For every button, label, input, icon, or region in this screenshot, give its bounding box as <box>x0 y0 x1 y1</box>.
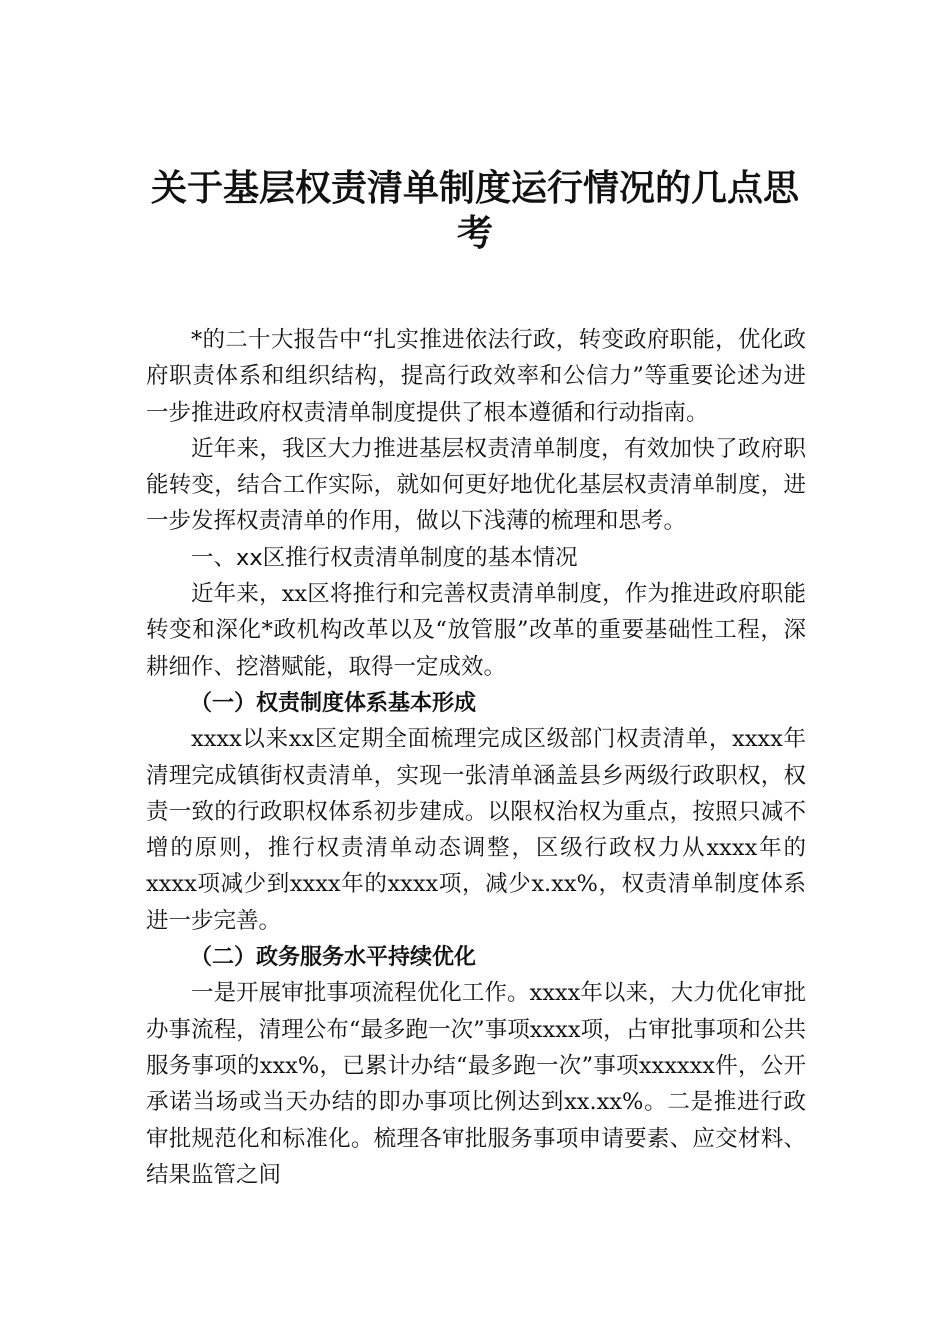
paragraph-intro: *的二十大报告中“扎实推进依法行政，转变政府职能，优化政府职责体系和组织结构，提高行政效率和公信力”等重要论述为进一步推进政府权责清单制度提供了根本遵循和行动指南。 <box>146 327 806 426</box>
document-body <box>146 322 806 1193</box>
paragraph-section-1-intro: 近年来，xx区将推行和完善权责清单制度，作为推进政府职能转变和深化*政机构改革以及“放管服”改革的重要基础性工程，深耕细作、挖潜赋能，取得一定成效。 <box>146 581 806 680</box>
paragraph-subsection-1: xxxx以来xx区定期全面梳理完成区级部门权责清单，xxxx年清理完成镇街权责清单，实现一张清单涵盖县乡两级行政职权，权责一致的行政职权体系初步建成。以限权治权为重点，按照只减不增的原则，推行权责清单动态调整，区级行政权力从xxxx年的xxxx项减少到xxxx年的xxxx项，减少x.xx%，权责清单制度体系进一步完善。 <box>146 726 806 934</box>
subsection-heading-1: （一）权责制度体系基本形成 <box>190 689 477 716</box>
paragraph-background: 近年来，我区大力推进基层权责清单制度，有效加快了政府职能转变，结合工作实际，就如何更好地优化基层权责清单制度，进一步发挥权责清单的作用，做以下浅薄的梳理和思考。 <box>146 435 806 535</box>
document-title-line-1: 关于基层权责清单制度运行情况的几点思 <box>150 167 799 209</box>
document-title-line-2: 考 <box>456 212 493 254</box>
subsection-heading-2: （二）政务服务水平持续优化 <box>190 944 477 971</box>
section-heading-1: 一、xx区推行权责清单制度的基本情况 <box>191 544 578 571</box>
paragraph-subsection-2: 一是开展审批事项流程优化工作。xxxx年以来，大力优化审批办事流程，清理公布“最多跑一次”事项xxxx项，占审批事项和公共服务事项的xxx%，已累计办结“最多跑一次”事项xxxxxx件，公开承诺当场或当天办结的即办事项比例达到xx.xx%。二是推进行政审批规范化和标准化。梳理各审批服务事项申请要素、应交材料、结果监管之间 <box>146 980 806 1188</box>
